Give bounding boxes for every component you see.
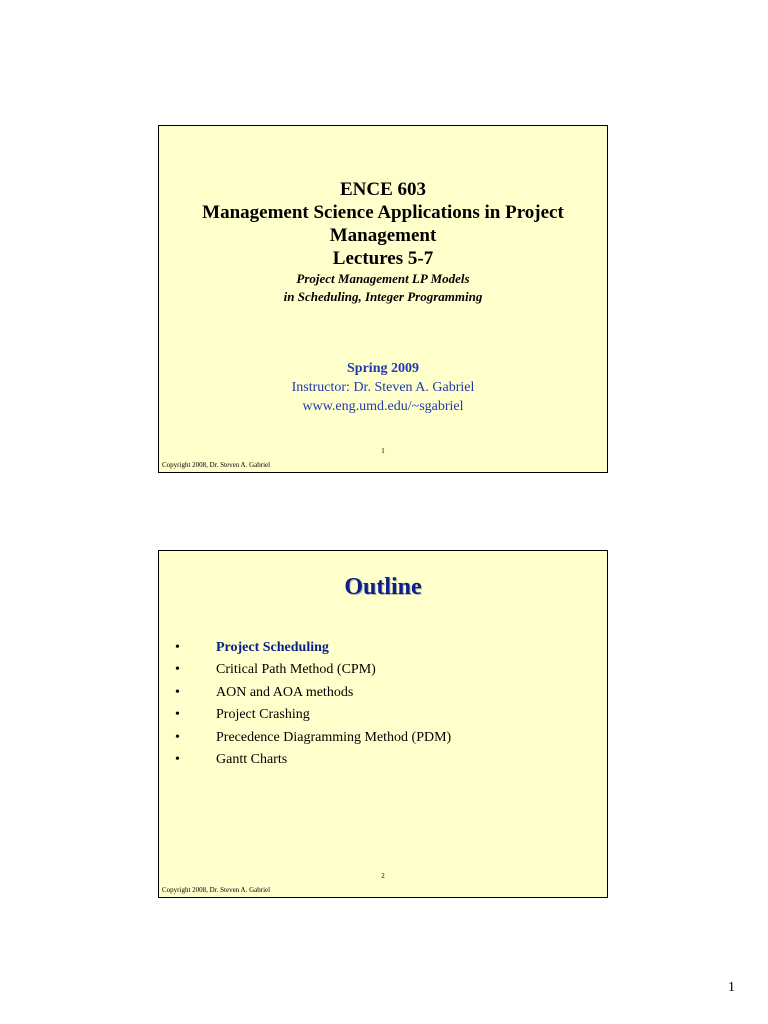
outline-title: Outline — [344, 574, 422, 600]
bullet-icon: • — [175, 684, 180, 700]
slide-1 — [158, 125, 608, 473]
page-number: 1 — [728, 980, 735, 995]
slide-2 — [158, 550, 608, 898]
slide-number: 1 — [381, 447, 385, 455]
slide-number: 2 — [381, 872, 385, 880]
subtitle-line-2: in Scheduling, Integer Programming — [283, 289, 483, 304]
list-item-label: AON and AOA methods — [216, 684, 354, 700]
term-label: Spring 2009 — [347, 361, 419, 376]
list-item-label: Project Crashing — [216, 707, 310, 723]
list-item-label: Precedence Diagramming Method (PDM) — [216, 729, 452, 745]
course-code: ENCE 603 — [339, 179, 427, 200]
list-item — [173, 727, 451, 749]
list-item-label: Project Scheduling — [216, 640, 329, 655]
course-title-line-2: Management — [329, 225, 437, 246]
subtitle-line-1: Project Management LP Models — [296, 271, 470, 286]
list-item-label: Gantt Charts — [216, 752, 288, 768]
outline-list — [173, 637, 451, 771]
list-item — [173, 637, 451, 659]
course-title-line-1: Management Science Applications in Project — [202, 202, 564, 223]
bullet-icon: • — [175, 640, 180, 655]
bullet-icon: • — [175, 752, 180, 768]
title-block — [159, 178, 607, 306]
instructor-website: www.eng.umd.edu/~sgabriel — [302, 399, 464, 414]
list-item — [173, 704, 451, 726]
copyright-notice: Copyright 2008, Dr. Steven A. Gabriel — [162, 461, 271, 469]
list-item — [173, 659, 451, 681]
copyright-notice: Copyright 2008, Dr. Steven A. Gabriel — [162, 886, 271, 894]
lecture-range: Lectures 5-7 — [332, 248, 434, 269]
list-item-label: Critical Path Method (CPM) — [216, 662, 376, 678]
instructor-info — [159, 359, 607, 416]
instructor-name: Instructor: Dr. Steven A. Gabriel — [291, 380, 475, 395]
bullet-icon: • — [175, 707, 180, 723]
bullet-icon: • — [175, 729, 180, 745]
bullet-icon: • — [175, 662, 180, 678]
list-item — [173, 682, 451, 704]
list-item — [173, 749, 451, 771]
